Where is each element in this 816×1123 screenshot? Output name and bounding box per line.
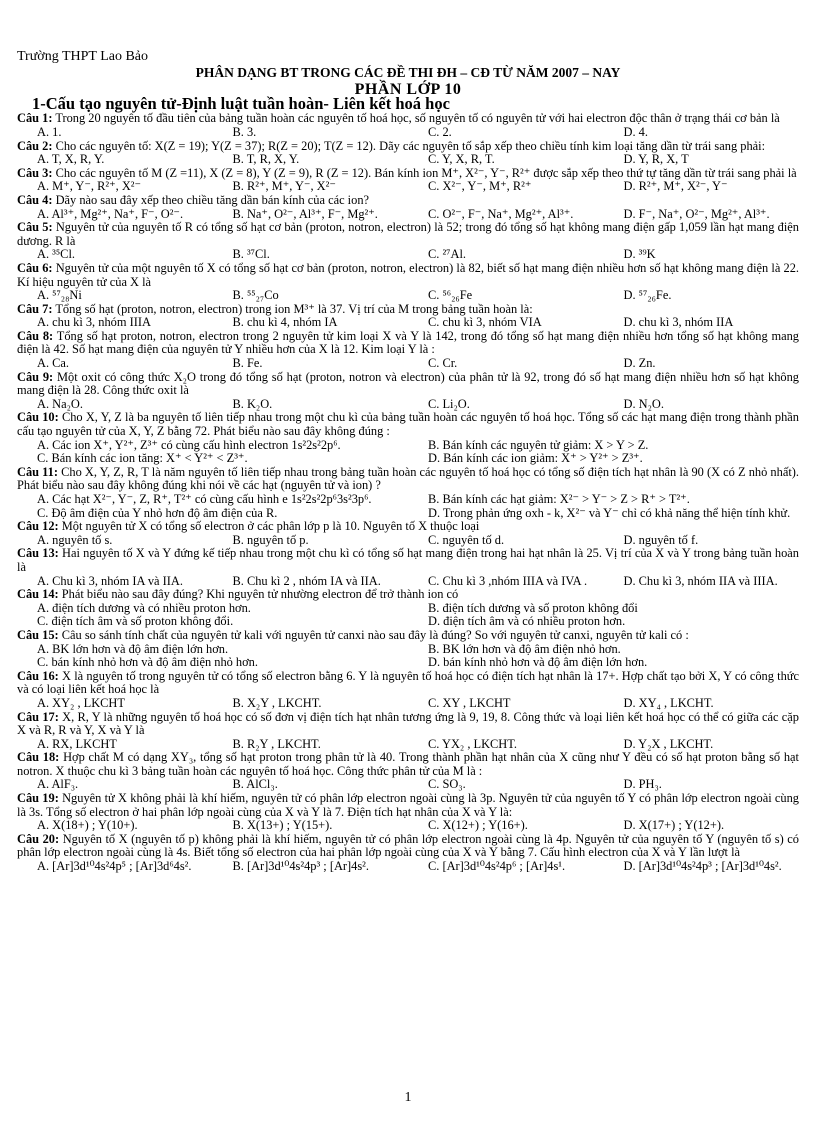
question-number: Câu 11:	[17, 464, 58, 479]
question-number: Câu 17:	[17, 709, 59, 724]
answer-option: C. điện tích âm và số proton không đổi.	[37, 614, 234, 629]
question-text	[17, 140, 799, 154]
question-block	[17, 670, 799, 711]
question-text	[17, 262, 799, 289]
question-text	[17, 411, 799, 438]
answer-row	[17, 819, 799, 833]
question-stem: Nguyên tử của nguyên tố R có tổng số hạt cơ bản (proton, notron, electron) là 52; trong đó tổng số hạt không mang điện gấp 1,059 lần hạt mang điện dương. R là	[17, 220, 799, 248]
question-text	[17, 629, 799, 643]
answer-option: C. Chu kì 3 ,nhóm IIIA và IVA .	[428, 573, 588, 588]
question-text	[17, 371, 799, 398]
answer-option: A. Ca.	[37, 356, 70, 371]
question-number: Câu 18:	[17, 750, 60, 765]
answer-option: D. bán kính nhỏ hơn và độ âm điện lớn hơn.	[428, 655, 648, 670]
answer-option: B. ³⁷Cl.	[232, 247, 270, 262]
answer-row	[17, 534, 799, 548]
question-number: Câu 12:	[17, 519, 59, 534]
question-block	[17, 112, 799, 139]
question-number: Câu 3:	[17, 165, 53, 180]
question-block	[17, 520, 799, 547]
answer-option: A. điện tích dương và có nhiều proton hơn.	[37, 600, 251, 615]
answer-option: D. Trong phản ứng oxh - k, X²⁻ và Y⁻ chỉ có khả năng thể hiện tính khử.	[428, 505, 791, 520]
question-text	[17, 303, 799, 317]
question-block	[17, 711, 799, 752]
question-stem: Câu so sánh tính chất của nguyên tử kali với nguyên tử canxi nào sau đây là đúng? So với nguyên tử canxi, nguyên tử kali có :	[61, 627, 689, 642]
question-number: Câu 7:	[17, 301, 53, 316]
question-stem: Trong 20 nguyên tố đầu tiên của bảng tuần hoàn các nguyên tố hoá học, số nguyên tố có nguyên tử với hai electron độc thân ở trạng thái cơ bản là	[55, 111, 780, 126]
question-number: Câu 9:	[17, 369, 54, 384]
question-number: Câu 15:	[17, 627, 59, 642]
question-stem: Tổng số hạt (proton, notron, electron) trong ion M³⁺ là 37. Vị trí của M trong bảng tuần hoàn là:	[55, 301, 533, 316]
question-text	[17, 520, 799, 534]
answer-option: A. T, X, R, Y.	[37, 152, 105, 167]
answer-option: C. X²⁻, Y⁻, M⁺, R²⁺	[428, 179, 532, 194]
question-block	[17, 751, 799, 792]
question-number: Câu 8:	[17, 328, 54, 343]
answer-option: A. nguyên tố s.	[37, 532, 113, 547]
answer-option: B. Fe.	[232, 356, 263, 371]
answer-row	[17, 493, 799, 507]
answer-option: B. Bán kính các nguyên tử giảm: X > Y > Z.	[428, 437, 649, 452]
answer-option: A. M⁺, Y⁻, R²⁺, X²⁻	[37, 179, 142, 194]
answer-option: C. SO₃.	[428, 777, 466, 792]
answer-row	[17, 248, 799, 262]
question-stem: Cho các nguyên tố: X(Z = 19); Y(Z = 37); R(Z = 20); T(Z = 12). Dãy các nguyên tố sắp xếp theo chiều tính kim loại tăng dần từ trái sang phải:	[55, 138, 766, 153]
question-text	[17, 588, 799, 602]
answer-option: A. ⁵⁷₂₈Ni	[37, 288, 82, 303]
answer-option: D. X(17+) ; Y(12+).	[623, 818, 725, 833]
answer-option: C. [Ar]3d¹⁰4s²4p⁶ ; [Ar]4s¹.	[428, 859, 566, 874]
question-number: Câu 5:	[17, 220, 53, 235]
answer-option: C. 2.	[428, 124, 452, 139]
answer-row	[17, 289, 799, 303]
question-stem: Hợp chất M có dạng XY₃, tổng số hạt proton trong phân tử là 40. Trong thành phần hạt nhân của X cũng như Y đều có số hạt proton bằng số hạt notron. X thuộc chu kì 3 bảng tuần hoàn các nguyên tố hoá học. Công thức phân tử của M là :	[17, 750, 799, 778]
question-block	[17, 330, 799, 371]
answer-option: A. Na₂O.	[37, 396, 83, 411]
question-block	[17, 371, 799, 412]
question-block	[17, 547, 799, 588]
question-stem: X là nguyên tố trong nguyên tử có tổng số electron bằng 6. Y là nguyên tố hoá học có điện tích hạt nhân là 17+. Hợp chất tạo bởi X, Y có công thức và có loại liên kết hoá học là	[17, 668, 799, 697]
answer-option: D. Y, R, X, T	[623, 152, 689, 167]
answer-option: A. ³⁵Cl.	[37, 247, 75, 262]
answer-option: B. Chu kì 2 , nhóm IA và IIA.	[232, 573, 381, 588]
answer-option: A. 1.	[37, 124, 62, 139]
answer-option: C. chu kì 3, nhóm VIA	[428, 315, 542, 330]
answer-option: D. Zn.	[623, 356, 656, 371]
question-block	[17, 792, 799, 833]
answer-option: A. X(18+) ; Y(10+).	[37, 818, 138, 833]
answer-option: D. R²⁺, M⁺, X²⁻, Y⁻	[623, 179, 728, 194]
answer-option: D. [Ar]3d¹⁰4s²4p³ ; [Ar]3d¹⁰4s².	[623, 859, 782, 874]
answer-option: C. Y, X, R, T.	[428, 152, 495, 167]
question-number: Câu 4:	[17, 192, 53, 207]
question-block	[17, 629, 799, 670]
answer-option: B. nguyên tố p.	[232, 532, 309, 547]
answer-option: A. XY₂ , LKCHT	[37, 695, 125, 710]
answer-row	[17, 126, 799, 140]
question-number: Câu 20:	[17, 831, 60, 846]
question-list	[17, 112, 799, 873]
answer-option: C. X(12+) ; Y(16+).	[428, 818, 528, 833]
answer-option: A. Al³⁺, Mg²⁺, Na⁺, F⁻, O²⁻.	[37, 206, 184, 221]
question-text	[17, 751, 799, 778]
answer-row	[17, 615, 799, 629]
question-stem: Tổng số hạt proton, notron, electron trong 2 nguyên tử kim loại X và Y là 142, trong đó tổng số hạt mang điện nhiều hơn tổng số hạt không mang điện là 42. Số hạt mang điện của nguyên tử Y nhiều hơn của X là 12. Kim loại Y là :	[17, 328, 799, 357]
question-number: Câu 19:	[17, 791, 59, 806]
question-stem: X, R, Y là những nguyên tố hoá học có số đơn vị điện tích hạt nhân tương ứng là 9, 19, 8. Công thức và loại liên kết hoá học có thể có giữa các cặp X và R, R và Y, X và Y là	[17, 709, 799, 738]
question-block	[17, 167, 799, 194]
answer-option: B. T, R, X, Y.	[232, 152, 300, 167]
answer-option: A. chu kì 3, nhóm IIIA	[37, 315, 151, 330]
question-text	[17, 670, 799, 697]
answer-row	[17, 316, 799, 330]
answer-option: C. Li₂O.	[428, 396, 470, 411]
answer-row	[17, 656, 799, 670]
document-page	[17, 50, 799, 874]
question-stem: Cho X, Y, Z, R, T là năm nguyên tố liên tiếp nhau trong bảng tuần hoàn các nguyên tố hoá học có tổng số điện tích hạt nhân là 90 (X có Z nhỏ nhất). Phát biểu nào sau đây không đúng khi nói về các hạt (nguyên tử và ion) ?	[17, 464, 799, 493]
question-text	[17, 194, 799, 208]
answer-option: C. nguyên tố d.	[428, 532, 505, 547]
question-stem: Phát biểu nào sau đây đúng? Khi nguyên tử nhường electron để trở thành ion có	[61, 587, 459, 602]
answer-option: D. ⁵⁷₂₆Fe.	[623, 288, 672, 303]
answer-option: B. R₂Y , LKCHT.	[232, 736, 321, 751]
question-text	[17, 330, 799, 357]
part-heading: PHẦN LỚP 10	[354, 81, 462, 99]
answer-row	[17, 575, 799, 589]
answer-option: B. điện tích dương và số proton không đổi	[428, 600, 638, 615]
answer-option: D. nguyên tố f.	[623, 532, 699, 547]
answer-option: A. [Ar]3d¹⁰4s²4p⁵ ; [Ar]3d⁶4s².	[37, 859, 192, 874]
question-stem: Một nguyên tử X có tổng số electron ở các phân lớp p là 10. Nguyên tố X thuộc loại	[61, 519, 480, 534]
question-text	[17, 466, 799, 493]
answer-option: C. bán kính nhỏ hơn và độ âm điện nhỏ hơn.	[37, 655, 258, 670]
question-text	[17, 833, 799, 860]
question-stem: Nguyên tố X (nguyên tố p) không phải là khí hiếm, nguyên tử có phân lớp electron ngoài cùng là 4p. Nguyên tử của nguyên tố Y (nguyên tố s) có phân lớp electron ngoài cùng là 4s. Biết tổng số electron của hai phân lớp ngoài cùng của X và Y bằng 7. Cấu hình electron của X và Y lần lượt là	[17, 831, 799, 860]
answer-option: B. ⁵⁵₂₇Co	[232, 288, 279, 303]
answer-row	[17, 778, 799, 792]
answer-option: C. Cr.	[428, 356, 458, 371]
question-stem: Nguyên tử X không phải là khí hiếm, nguyên tử có phân lớp electron ngoài cùng là 3p. Nguyên tử của nguyên tố Y có phân lớp electron ngoài cùng là 3s. Tổng số electron ở hai phân lớp ngoài cùng của X và Y là 7. Điện tích hạt nhân của X và Y là:	[17, 791, 799, 819]
question-text	[17, 711, 799, 738]
question-number: Câu 6:	[17, 260, 53, 275]
answer-option: C. ⁵⁶₂₆Fe	[428, 288, 473, 303]
answer-option: C. YX₂ , LKCHT.	[428, 736, 517, 751]
answer-row	[17, 860, 799, 874]
answer-option: B. X(13+) ; Y(15+).	[232, 818, 333, 833]
answer-option: D. điện tích âm và có nhiều proton hơn.	[428, 614, 626, 629]
answer-option: B. [Ar]3d¹⁰4s²4p³ ; [Ar]4s².	[232, 859, 369, 874]
answer-option: D. F⁻, Na⁺, O²⁻, Mg²⁺, Al³⁺.	[623, 206, 770, 221]
answer-row	[17, 738, 799, 752]
answer-option: D. chu kì 3, nhóm IIA	[623, 315, 734, 330]
question-number: Câu 14:	[17, 587, 59, 602]
question-block	[17, 221, 799, 262]
question-block	[17, 411, 799, 465]
answer-option: C. Độ âm điện của Y nhỏ hơn độ âm điện của R.	[37, 505, 278, 520]
question-stem: Hai nguyên tố X và Y đứng kế tiếp nhau trong một chu kì có tổng số hạt mang điện trong hai hạt nhân là 25. Vị trí của X và Y trong bảng tuần hoàn là	[17, 546, 799, 574]
answer-row	[17, 697, 799, 711]
question-text	[17, 167, 799, 181]
chapter-heading: 1-Cấu tạo nguyên tử-Định luật tuần hoàn- Liên kết hoá học	[32, 93, 450, 113]
question-text	[17, 547, 799, 574]
answer-row	[17, 398, 799, 412]
answer-row	[17, 208, 799, 222]
question-stem: Một oxit có công thức X₂O trong đó tổng số hạt (proton, notron và electron) của phân tử là 92, trong đó số hạt mang điện nhiều hơn số hạt không mang điện là 28. Công thức oxit là	[17, 369, 799, 398]
question-number: Câu 1:	[17, 111, 53, 126]
answer-option: D. PH₃.	[623, 777, 662, 792]
answer-option: C. XY , LKCHT	[428, 695, 511, 710]
answer-option: C. O²⁻, F⁻, Na⁺, Mg²⁺, Al³⁺.	[428, 206, 574, 221]
question-stem: Cho X, Y, Z là ba nguyên tố liên tiếp nhau trong một chu kì của bảng tuần hoàn các nguyên tố hoá học. Tổng số các hạt mang điện trong thành phần cấu tạo nguyên tử của X, Y, Z bằng 72. Phát biểu nào sau đây không đúng :	[17, 410, 799, 439]
question-text	[17, 112, 799, 126]
answer-option: A. Các hạt X²⁻, Y⁻, Z, R⁺, T²⁺ có cùng cấu hình e 1s²2s²2p⁶3s²3p⁶.	[37, 492, 372, 506]
answer-option: A. Các ion X⁺, Y²⁺, Z³⁺ có cùng cấu hình electron 1s²2s²2p⁶.	[37, 437, 341, 452]
question-stem: Cho các nguyên tố M (Z =11), X (Z = 8), Y (Z = 9), R (Z = 12). Bán kính ion M⁺, X²⁻, Y⁻, R²⁺ được sắp xếp theo thứ tự tăng dần từ trái sang phải là	[55, 165, 797, 180]
answer-row	[17, 452, 799, 466]
question-number: Câu 16:	[17, 668, 59, 683]
question-text	[17, 221, 799, 248]
document-title: PHÂN DẠNG BT TRONG CÁC ĐỀ THI ĐH – CĐ TỪ NĂM 2007 – NAY	[195, 64, 621, 80]
answer-option: A. Chu kì 3, nhóm IA và IIA.	[37, 573, 183, 588]
question-stem: Nguyên tử của một nguyên tố X có tổng số hạt cơ bản (proton, notron, electron) là 82, biết số hạt mang điện nhiều hơn số hạt không mang điện là 22. Kí hiệu nguyên tử của X là	[17, 260, 799, 289]
question-block	[17, 262, 799, 303]
answer-option: B. K₂O.	[232, 396, 273, 411]
answer-option: D. Y₂X , LKCHT.	[623, 736, 714, 751]
question-block	[17, 140, 799, 167]
answer-option: B. AlCl₃.	[232, 777, 278, 792]
answer-row	[17, 602, 799, 616]
answer-option: A. BK lớn hơn và độ âm điện lớn hơn.	[37, 641, 229, 656]
question-block	[17, 833, 799, 874]
question-number: Câu 10:	[17, 410, 59, 425]
page-number: 1	[404, 1090, 412, 1105]
answer-option: B. Bán kính các hạt giảm: X²⁻ > Y⁻ > Z > R⁺ > T²⁺.	[428, 492, 690, 506]
answer-row	[17, 153, 799, 167]
answer-option: D. Chu kì 3, nhóm IIA và IIIA.	[623, 573, 778, 588]
answer-option: B. 3.	[232, 124, 257, 139]
answer-option: D. Bán kính các ion giảm: X⁺ > Y²⁺ > Z³⁺.	[428, 451, 643, 466]
answer-option: D. ³⁹K	[623, 247, 656, 262]
answer-row	[17, 180, 799, 194]
answer-option: B. BK lớn hơn và độ âm điện nhỏ hơn.	[428, 641, 621, 656]
answer-option: B. X₂Y , LKCHT.	[232, 695, 322, 710]
answer-row	[17, 643, 799, 657]
answer-row	[17, 507, 799, 521]
question-number: Câu 2:	[17, 138, 53, 153]
school-name: Trường THPT Lao Bảo	[17, 49, 149, 64]
answer-option: A. RX, LKCHT	[37, 736, 117, 751]
question-number: Câu 13:	[17, 546, 59, 561]
answer-option: A. AlF₃.	[37, 777, 79, 792]
answer-option: C. ²⁷Al.	[428, 247, 466, 262]
answer-option: B. Na⁺, O²⁻, Al³⁺, F⁻, Mg²⁺.	[232, 206, 378, 221]
answer-option: D. 4.	[623, 124, 648, 139]
question-block	[17, 303, 799, 330]
answer-option: D. XY₄ , LKCHT.	[623, 695, 714, 710]
answer-row	[17, 439, 799, 453]
question-block	[17, 588, 799, 629]
answer-option: C. Bán kính các ion tăng: X⁺ < Y²⁺ < Z³⁺.	[37, 451, 248, 466]
answer-row	[17, 357, 799, 371]
answer-option: B. R²⁺, M⁺, Y⁻, X²⁻	[232, 179, 336, 194]
question-stem: Dãy nào sau đây xếp theo chiều tăng dần bán kính của các ion?	[55, 192, 370, 207]
question-text	[17, 792, 799, 819]
answer-option: B. chu kì 4, nhóm IA	[232, 315, 338, 330]
answer-option: D. N₂O.	[623, 396, 664, 411]
question-block	[17, 194, 799, 221]
question-block	[17, 466, 799, 520]
